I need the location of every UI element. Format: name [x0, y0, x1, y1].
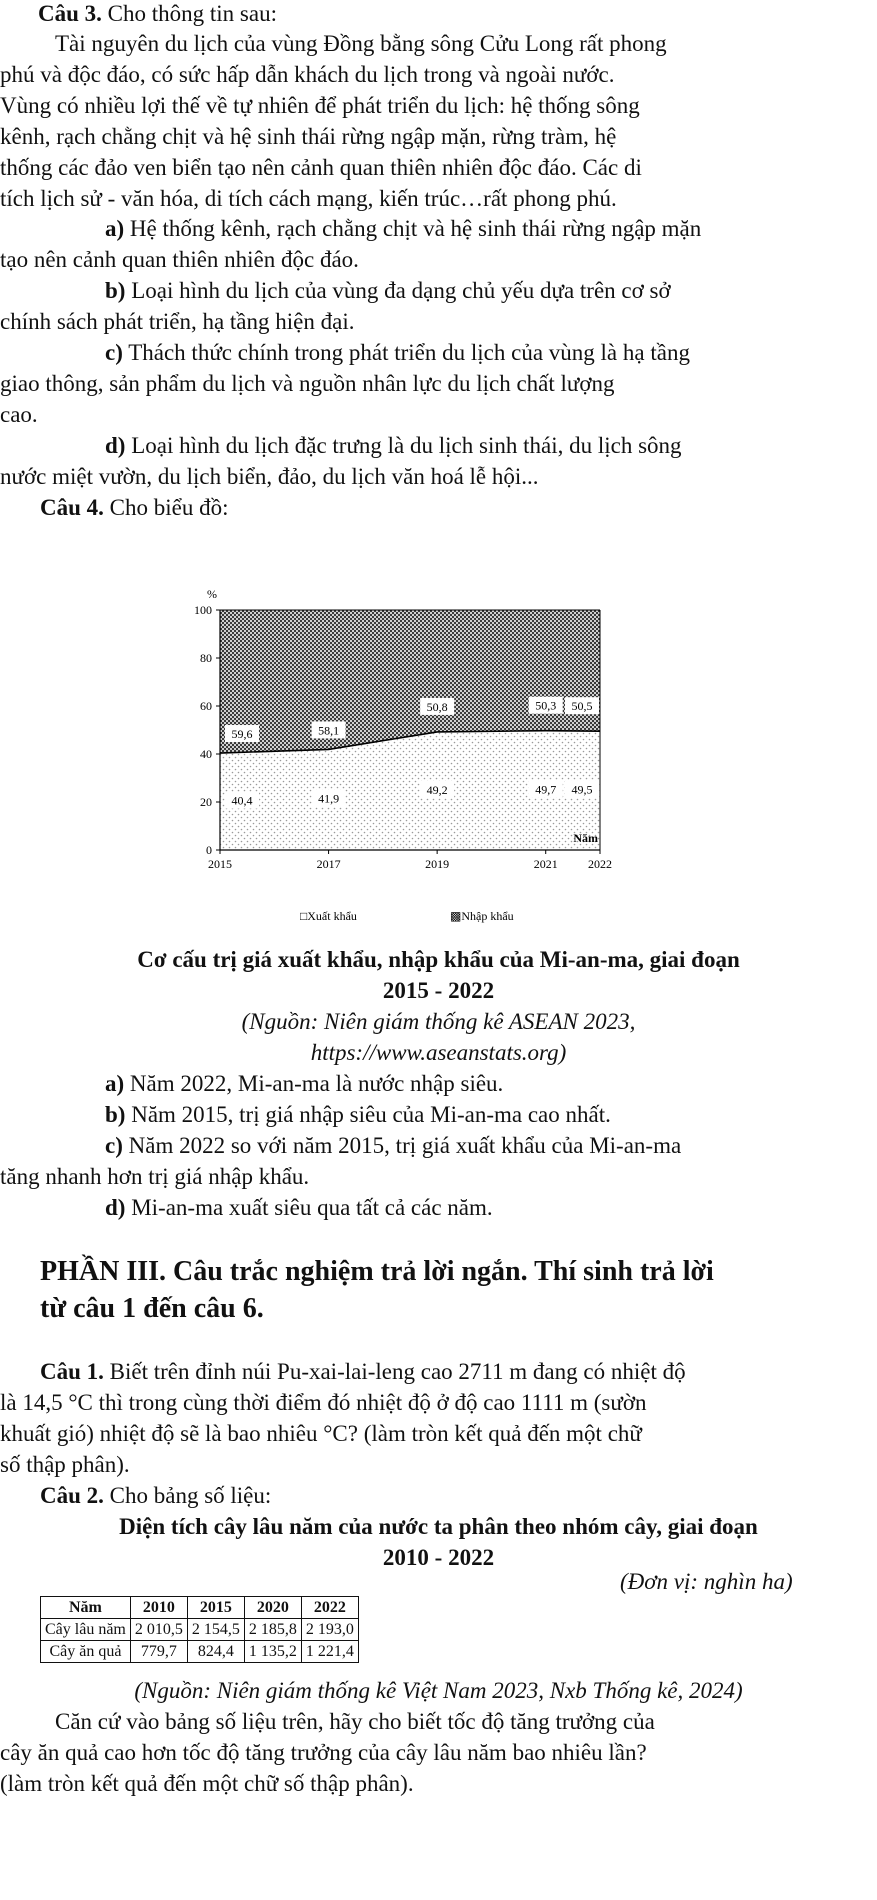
chart-caption: Cơ cấu trị giá xuất khẩu, nhập khẩu của Mi-an-ma, giai đoạn [137, 947, 740, 972]
p3-q1-text-cont: là 14,5 °C thì trong cùng thời điểm đó nhiệt độ ở độ cao 1111 m (sườn [0, 1390, 647, 1415]
export-data-label: 49,5 [571, 782, 593, 797]
q3-title-line [38, 0, 277, 28]
table-cell: 1 135,2 [244, 1641, 301, 1663]
q4-b-label: b) [105, 1102, 126, 1127]
q4-title-line [40, 494, 229, 522]
q3-para-line: Tài nguyên du lịch của vùng Đồng bằng sông Cửu Long rất phong [55, 31, 667, 56]
q4-title-rest: Cho biểu đồ: [103, 495, 229, 520]
q4-b-text: Năm 2015, trị giá nhập siêu của Mi-an-ma cao nhất. [125, 1102, 611, 1127]
table-header-cell: 2022 [301, 1597, 358, 1619]
x-tick-label: 2022 [588, 857, 612, 871]
p3-q1-text-cont: khuất gió) nhiệt độ sẽ là bao nhiêu °C? (làm tròn kết quả đến một chữ [0, 1421, 642, 1446]
x-tick-label: 2015 [208, 857, 232, 871]
q3-a-text: Hệ thống kênh, rạch chằng chịt và hệ sinh thái rừng ngập mặn [124, 216, 702, 241]
q3-para-line: Vùng có nhiều lợi thế về tự nhiên để phát triển du lịch: hệ thống sông [0, 93, 640, 118]
q3-d-label: d) [105, 433, 126, 458]
q4-c-label: c) [105, 1133, 123, 1158]
p3-q2-rest: Cho bảng số liệu: [103, 1483, 272, 1508]
q3-c-label: c) [105, 340, 123, 365]
q3-b-text-cont: chính sách phát triển, hạ tầng hiện đại. [0, 309, 355, 334]
q3-d-text: Loại hình du lịch đặc trưng là du lịch sinh thái, du lịch sông [125, 433, 682, 458]
p3-q1-text-cont: số thập phân). [0, 1452, 130, 1477]
legend-import: ▩Nhập khẩu [450, 909, 514, 923]
q3-c-text: Thách thức chính trong phát triển du lịch của vùng là hạ tầng [122, 340, 690, 365]
chart-source: (Nguồn: Niên giám thống kê ASEAN 2023, [241, 1009, 636, 1034]
q4-d-label: d) [105, 1195, 126, 1220]
legend-export: □Xuất khẩu [300, 909, 357, 923]
q3-b-text: Loại hình du lịch của vùng đa dạng chủ yếu dựa trên cơ sở [125, 278, 671, 303]
p3-q2-text: Căn cứ vào bảng số liệu trên, hãy cho biết tốc độ tăng trưởng của [55, 1709, 655, 1734]
table-title: Diện tích cây lâu năm của nước ta phân theo nhóm cây, giai đoạn [119, 1514, 758, 1539]
q4-c-text: Năm 2022 so với năm 2015, trị giá xuất khẩu của Mi-an-ma [122, 1133, 682, 1158]
import-data-label: 50,3 [535, 698, 557, 713]
q3-c-text-cont: cao. [0, 402, 38, 427]
p3-q2-title: Câu 2. [40, 1483, 104, 1508]
q3-option-c [105, 339, 690, 367]
p3-q1-text: Biết trên đỉnh núi Pu-xai-lai-leng cao 2711 m đang có nhiệt độ [103, 1359, 686, 1384]
q3-para-line: thống các đảo ven biển tạo nên cảnh quan thiên nhiên độc đáo. Các di [0, 155, 642, 180]
q4-c-text-cont: tăng nhanh hơn trị giá nhập khẩu. [0, 1164, 310, 1189]
x-tick-label: 2021 [533, 857, 558, 871]
table-header-row [41, 1597, 359, 1619]
q3-option-a [105, 215, 701, 243]
area-chart [180, 570, 740, 940]
table-cell: Cây ăn quả [41, 1641, 131, 1663]
y-tick-label: 60 [200, 699, 212, 713]
import-data-label: 59,6 [231, 727, 253, 742]
q3-para-line: kênh, rạch chằng chịt và hệ sinh thái rừng ngập mặn, rừng tràm, hệ [0, 124, 617, 149]
chart-caption-years: 2015 - 2022 [382, 978, 495, 1003]
q3-a-label: a) [105, 216, 125, 241]
table-cell: 2 185,8 [244, 1619, 301, 1641]
data-table [40, 1596, 359, 1663]
q4-title: Câu 4. [40, 495, 104, 520]
y-axis-label: % [207, 587, 217, 601]
part3-heading: PHẦN III. Câu trắc nghiệm trả lời ngắn. Thí sinh trả lời [40, 1256, 714, 1287]
p3-q2-text-cont: cây ăn quả cao hơn tốc độ tăng trưởng của cây lâu năm bao nhiêu lần? [0, 1740, 647, 1765]
y-tick-label: 80 [200, 651, 212, 665]
q4-option-c [105, 1132, 681, 1160]
x-axis-label: Năm [573, 831, 598, 845]
q3-para-line: tích lịch sử - văn hóa, di tích cách mạng, kiến trúc…rất phong phú. [0, 186, 617, 211]
q4-a-text: Năm 2022, Mi-an-ma là nước nhập siêu. [124, 1071, 504, 1096]
q3-title: Câu 3. [38, 1, 102, 26]
y-tick-label: 40 [200, 747, 212, 761]
p3-q1-title: Câu 1. [40, 1359, 104, 1384]
x-tick-label: 2017 [316, 857, 341, 871]
q3-title-rest: Cho thông tin sau: [101, 1, 277, 26]
q3-b-label: b) [105, 278, 126, 303]
q4-option-a [105, 1070, 503, 1098]
table-row [41, 1619, 359, 1641]
table-title-years: 2010 - 2022 [382, 1545, 495, 1570]
export-data-label: 49,7 [535, 782, 557, 797]
import-data-label: 58,1 [318, 723, 340, 738]
y-tick-label: 20 [200, 795, 212, 809]
table-cell: 824,4 [187, 1641, 244, 1663]
x-tick-label: 2019 [425, 857, 450, 871]
p3-q2-line [40, 1482, 271, 1510]
import-data-label: 50,5 [571, 699, 593, 714]
table-cell: 2 010,5 [130, 1619, 187, 1641]
import-data-label: 50,8 [426, 699, 448, 714]
q4-option-b [105, 1101, 611, 1129]
table-header-cell: 2015 [187, 1597, 244, 1619]
table-unit: (Đơn vị: nghìn ha) [620, 1569, 793, 1594]
y-tick-label: 0 [206, 843, 212, 857]
q4-a-label: a) [105, 1071, 125, 1096]
table-row [41, 1641, 359, 1663]
q3-c-text-cont: giao thông, sản phẩm du lịch và nguồn nhân lực du lịch chất lượng [0, 371, 615, 396]
q3-option-d [105, 432, 682, 460]
y-tick-label: 100 [194, 603, 212, 617]
q3-d-text-cont: nước miệt vườn, du lịch biển, đảo, du lịch văn hoá lễ hội... [0, 464, 539, 489]
q3-option-b [105, 277, 671, 305]
table-header-cell: 2010 [130, 1597, 187, 1619]
p3-q2-text-cont: (làm tròn kết quả đến một chữ số thập phân). [0, 1771, 414, 1796]
table-cell: 1 221,4 [301, 1641, 358, 1663]
table-header-cell: Năm [41, 1597, 131, 1619]
table-cell: 2 154,5 [187, 1619, 244, 1641]
p3-q1-line [40, 1358, 686, 1386]
q4-d-text: Mi-an-ma xuất siêu qua tất cả các năm. [125, 1195, 493, 1220]
table-cell: Cây lâu năm [41, 1619, 131, 1641]
table-cell: 779,7 [130, 1641, 187, 1663]
export-data-label: 41,9 [318, 791, 340, 806]
q3-a-text-cont: tạo nên cảnh quan thiên nhiên độc đáo. [0, 247, 359, 272]
part3-heading-cont: từ câu 1 đến câu 6. [40, 1293, 264, 1324]
table-source: (Nguồn: Niên giám thống kê Việt Nam 2023, Nxb Thống kê, 2024) [134, 1678, 743, 1703]
chart-source-url: https://www.aseanstats.org) [310, 1040, 567, 1065]
table-cell: 2 193,0 [301, 1619, 358, 1641]
export-data-label: 49,2 [426, 782, 448, 797]
export-data-label: 40,4 [231, 793, 253, 808]
q3-para-line: phú và độc đáo, có sức hấp dẫn khách du lịch trong và ngoài nước. [0, 62, 615, 87]
table-header-cell: 2020 [244, 1597, 301, 1619]
q4-option-d [105, 1194, 493, 1222]
